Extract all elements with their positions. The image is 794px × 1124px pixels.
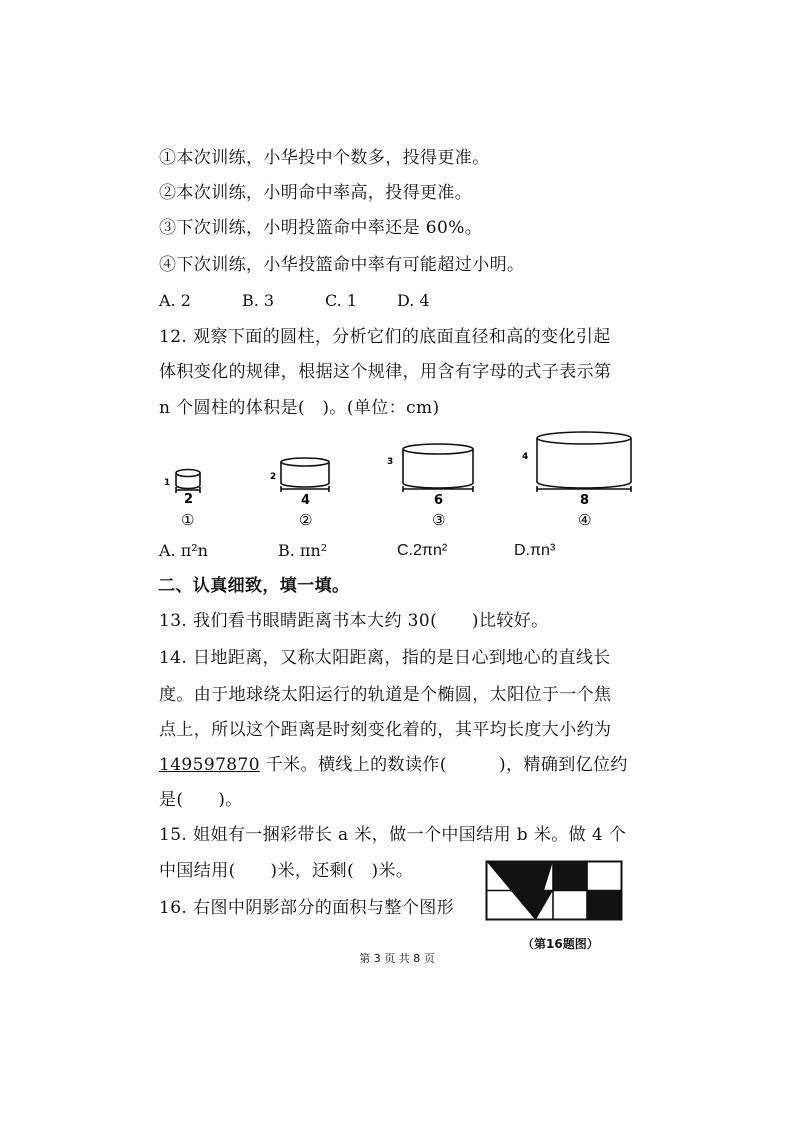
cylinder-4-height: 4 [522,452,529,462]
cylinder-3 [403,444,473,492]
cylinder-figure [150,425,650,535]
q11-option-b: B. 3 [242,291,275,310]
q14-line-4-rest: 千米。横线上的数读作( )，精确到亿位约 [259,755,628,775]
statement-1: ①本次训练，小华投中个数多，投得更准。 [159,148,490,168]
q16-figure [485,860,625,922]
q14-line-3: 点上，所以这个距离是时刻变化着的，其平均长度大小约为 [159,720,612,740]
cylinder-1-height: 1 [164,478,171,488]
q14-line-1: 14. 日地距离，又称太阳距离，指的是日心到地心的直线长 [159,648,611,668]
cylinder-4-index: ④ [578,511,592,529]
q12-option-b: B. πn² [278,541,328,560]
q16-figure-caption: （第16题图） [522,937,599,951]
cylinder-3-diameter: 6 [434,493,444,508]
q16-line-1: 16. 右图中阴影部分的面积与整个图形 [159,898,455,918]
q12-line-2: 体积变化的规律，根据这个规律，用含有字母的式子表示第 [159,362,612,382]
q13-text: 13. 我们看书眼睛距离书本大约 30( )比较好。 [159,611,549,631]
q14-underlined-number: 149597870 [159,755,260,775]
cylinder-2-index: ② [299,511,313,529]
q11-option-c: C. 1 [325,291,358,310]
q15-line-2: 中国结用( )米，还剩( )米。 [159,861,414,881]
statement-4: ④下次训练，小华投篮命中率有可能超过小明。 [159,255,525,275]
cylinder-3-height: 3 [387,457,394,467]
q14-line-2: 度。由于地球绕太阳运行的轨道是个椭圆，太阳位于一个焦 [159,685,612,705]
statement-2: ②本次训练，小明命中率高，投得更准。 [159,183,473,203]
q14-line-5: 是( )。 [159,790,243,810]
cylinder-4-diameter: 8 [580,493,590,508]
statement-3: ③下次训练，小明投篮命中率还是 60%。 [159,218,483,238]
cylinder-1-index: ① [181,511,195,529]
q12-option-a: A. π²n [159,541,208,560]
q15-line-1: 15. 姐姐有一捆彩带长 a 米，做一个中国结用 b 米。做 4 个 [159,825,627,845]
q14-line-4 [159,755,628,775]
cylinder-1-diameter: 2 [184,492,194,507]
cylinder-1 [176,470,200,494]
q12-option-d: D.πn³ [514,542,556,559]
cylinder-4 [537,432,631,492]
q11-option-d: D. 4 [397,291,430,310]
cylinder-3-index: ③ [432,511,446,529]
page-footer: 第 3 页 共 8 页 [359,952,435,965]
q12-option-c: C.2πn² [397,542,448,559]
cylinder-2-diameter: 4 [301,493,311,508]
cylinder-2 [281,458,329,492]
q11-option-a: A. 2 [159,291,191,310]
cylinder-2-height: 2 [270,472,277,482]
q12-line-3: n 个圆柱的体积是( )。(单位：cm) [159,398,440,418]
section-2-title: 二、认真细致，填一填。 [158,576,350,596]
q12-line-1: 12. 观察下面的圆柱，分析它们的底面直径和高的变化引起 [159,327,611,347]
